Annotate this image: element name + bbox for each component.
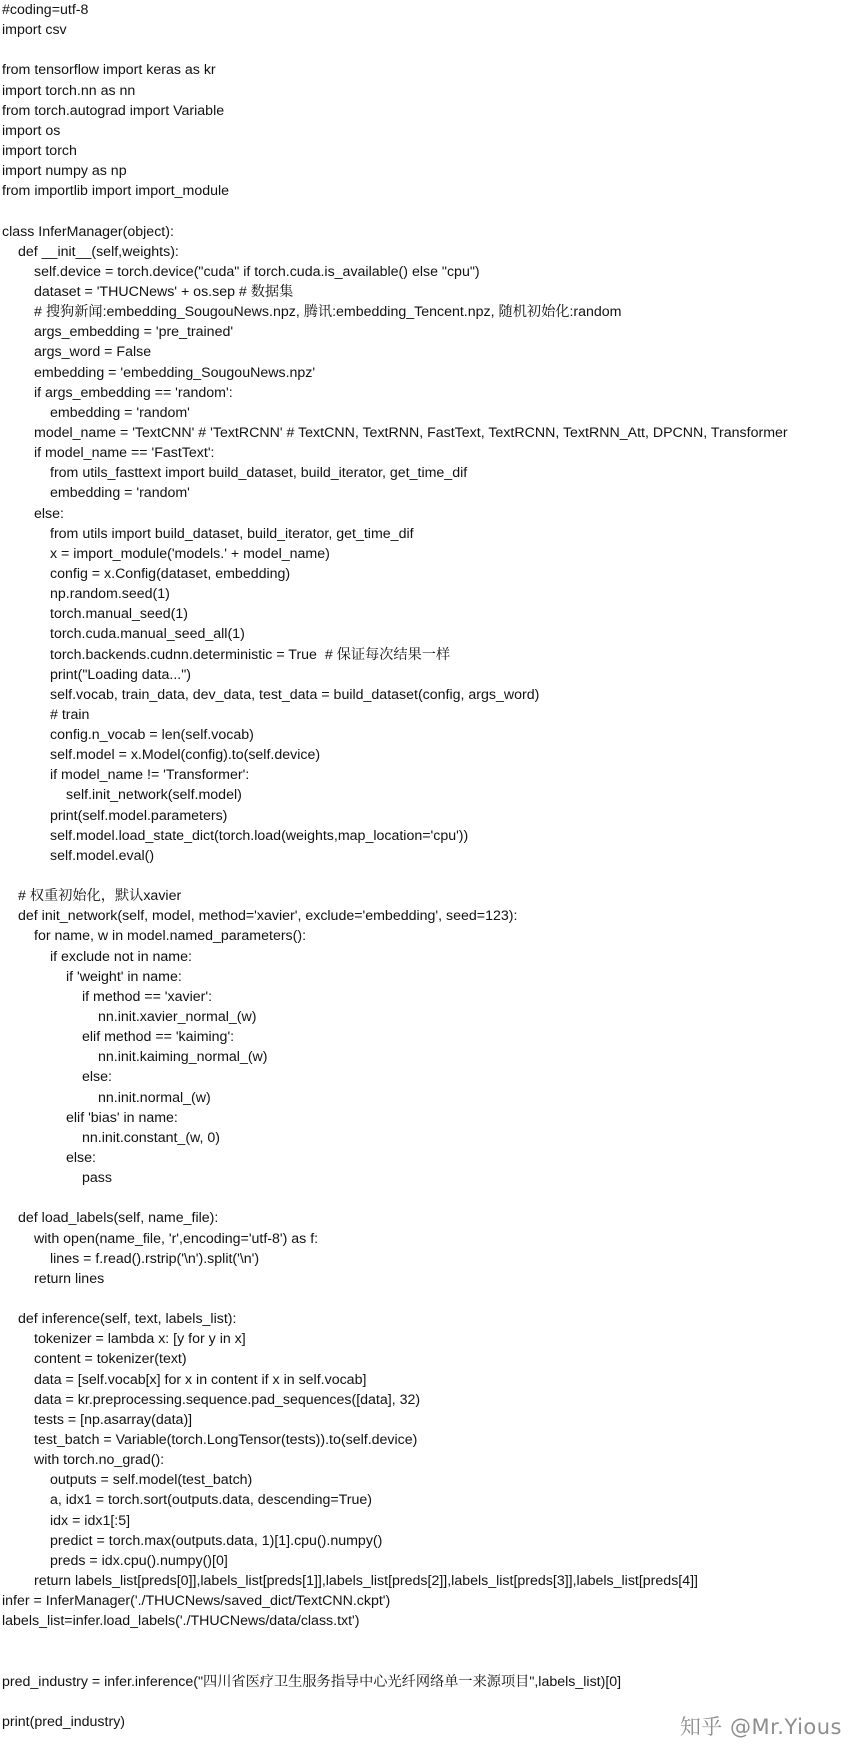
code-line: idx = idx1[:5]: [50, 1512, 131, 1529]
code-line: # train: [50, 706, 90, 723]
code-line: for name, w in model.named_parameters():: [34, 928, 307, 945]
code-line: labels_list=infer.load_labels('./THUCNews/data/class.txt'): [2, 1613, 360, 1630]
code-line: args_embedding = 'pre_trained': [34, 324, 234, 341]
code-line: if model_name != 'Transformer':: [50, 767, 250, 784]
code-line: [2, 1692, 860, 1712]
code-line: from utils import build_dataset, build_iterator, get_time_dif: [50, 525, 414, 542]
code-line: nn.init.kaiming_normal_(w): [98, 1049, 268, 1066]
code-line: self.model.load_state_dict(torch.load(weights,map_location='cpu')): [50, 827, 469, 844]
code-line: from utils_fasttext import build_dataset, build_iterator, get_time_dif: [50, 465, 468, 482]
code-line: torch.manual_seed(1): [50, 606, 189, 623]
code-line: test_batch = Variable(torch.LongTensor(tests)).to(self.device): [34, 1431, 418, 1448]
code-line: class InferManager(object):: [2, 223, 174, 240]
code-line: data = kr.preprocessing.sequence.pad_sequences([data], 32): [34, 1391, 421, 1408]
code-line: [2, 40, 860, 60]
code-line: embedding = 'random': [50, 485, 190, 502]
code-line: pass: [82, 1170, 112, 1187]
code-line: self.model = x.Model(config).to(self.device): [50, 747, 321, 764]
code-line: self.model.eval(): [50, 847, 155, 864]
code-line: def load_labels(self, name_file):: [18, 1210, 219, 1227]
code-line: # 权重初始化，默认xavier: [18, 888, 182, 905]
code-line: print(self.model.parameters): [50, 807, 228, 824]
code-line: a, idx1 = torch.sort(outputs.data, descending=True): [50, 1492, 373, 1509]
code-line: print("Loading data..."): [50, 666, 191, 683]
code-line: infer = InferManager('./THUCNews/saved_dict/TextCNN.ckpt'): [2, 1593, 391, 1610]
code-listing: [2, 0, 860, 1732]
code-line: embedding = 'random': [50, 404, 190, 421]
code-line: import torch.nn as nn: [2, 82, 136, 99]
zhihu-watermark: 知乎 @Mr.Yious: [679, 1715, 842, 1739]
code-line: [2, 1289, 860, 1309]
code-line: config = x.Config(dataset, embedding): [50, 565, 291, 582]
code-line: return lines: [34, 1270, 105, 1287]
code-line: dataset = 'THUCNews' + os.sep # 数据集: [34, 283, 294, 300]
code-line: torch.cuda.manual_seed_all(1): [50, 626, 245, 643]
code-line: tests = [np.asarray(data)]: [34, 1411, 193, 1428]
code-line: [2, 1652, 860, 1672]
code-line: else:: [66, 1150, 96, 1167]
code-line: return labels_list[preds[0]],labels_list[preds[1]],labels_list[preds[2]],labels_list[preds[3]],labels_list[preds[4]]: [34, 1572, 698, 1589]
code-line: else:: [82, 1069, 112, 1086]
code-line: with torch.no_grad():: [34, 1452, 165, 1469]
code-line: def inference(self, text, labels_list):: [18, 1311, 237, 1328]
code-line: if args_embedding == 'random':: [34, 384, 233, 401]
code-line: predict = torch.max(outputs.data, 1)[1].cpu().numpy(): [50, 1532, 383, 1549]
code-line: content = tokenizer(text): [34, 1351, 187, 1368]
code-line: if exclude not in name:: [50, 948, 192, 965]
code-line: args_word = False: [34, 344, 152, 361]
code-line: [2, 866, 860, 886]
code-line: data = [self.vocab[x] for x in content if x in self.vocab]: [34, 1371, 367, 1388]
code-line: lines = f.read().rstrip('\n').split('\n'): [50, 1250, 260, 1267]
code-line: #coding=utf-8: [2, 2, 89, 18]
code-line: else:: [34, 505, 64, 522]
code-line: nn.init.normal_(w): [98, 1089, 211, 1106]
code-line: self.device = torch.device("cuda" if torch.cuda.is_available() else "cpu"): [34, 263, 480, 280]
code-line: import os: [2, 122, 61, 139]
code-line: if 'weight' in name:: [66, 968, 182, 985]
code-line: import csv: [2, 22, 67, 39]
code-line: [2, 201, 860, 221]
code-line: outputs = self.model(test_batch): [50, 1472, 253, 1489]
code-line: from torch.autograd import Variable: [2, 102, 225, 119]
code-line: print(pred_industry): [2, 1713, 126, 1730]
code-line: nn.init.xavier_normal_(w): [98, 1009, 257, 1026]
code-line: import numpy as np: [2, 163, 127, 180]
code-line: embedding = 'embedding_SougouNews.npz': [34, 364, 316, 381]
code-line: preds = idx.cpu().numpy()[0]: [50, 1552, 228, 1569]
code-line: [2, 1631, 860, 1651]
code-line: def init_network(self, model, method='xavier', exclude='embedding', seed=123):: [18, 908, 518, 925]
code-line: self.vocab, train_data, dev_data, test_data = build_dataset(config, args_word): [50, 686, 540, 703]
code-line: config.n_vocab = len(self.vocab): [50, 727, 254, 744]
code-line: import torch: [2, 142, 77, 159]
code-line: with open(name_file, 'r',encoding='utf-8') as f:: [34, 1230, 319, 1247]
code-line: x = import_module('models.' + model_name): [50, 545, 330, 562]
code-line: pred_industry = infer.inference("四川省医疗卫生服务指导中心光纤网络单一来源项目",labels_list)[0]: [2, 1673, 622, 1690]
code-line: elif 'bias' in name:: [66, 1109, 178, 1126]
code-line: nn.init.constant_(w, 0): [82, 1129, 221, 1146]
code-line: np.random.seed(1): [50, 586, 170, 603]
code-line: from importlib import import_module: [2, 183, 230, 200]
code-line: if model_name == 'FastText':: [34, 445, 215, 462]
code-line: # 搜狗新闻:embedding_SougouNews.npz, 腾讯:embedding_Tencent.npz, 随机初始化:random: [34, 304, 622, 321]
code-line: def __init__(self,weights):: [18, 243, 179, 260]
code-line: self.init_network(self.model): [66, 787, 242, 804]
code-line: elif method == 'kaiming':: [82, 1029, 235, 1046]
code-line: model_name = 'TextCNN' # 'TextRCNN' # TextCNN, TextRNN, FastText, TextRCNN, TextRNN_Att, DPCNN, Transformer: [34, 424, 788, 441]
code-line: if method == 'xavier':: [82, 988, 213, 1005]
code-line: torch.backends.cudnn.deterministic = True # 保证每次结果一样: [50, 646, 451, 663]
code-line: [2, 1188, 860, 1208]
code-line: tokenizer = lambda x: [y for y in x]: [34, 1331, 246, 1348]
code-line: from tensorflow import keras as kr: [2, 62, 216, 79]
